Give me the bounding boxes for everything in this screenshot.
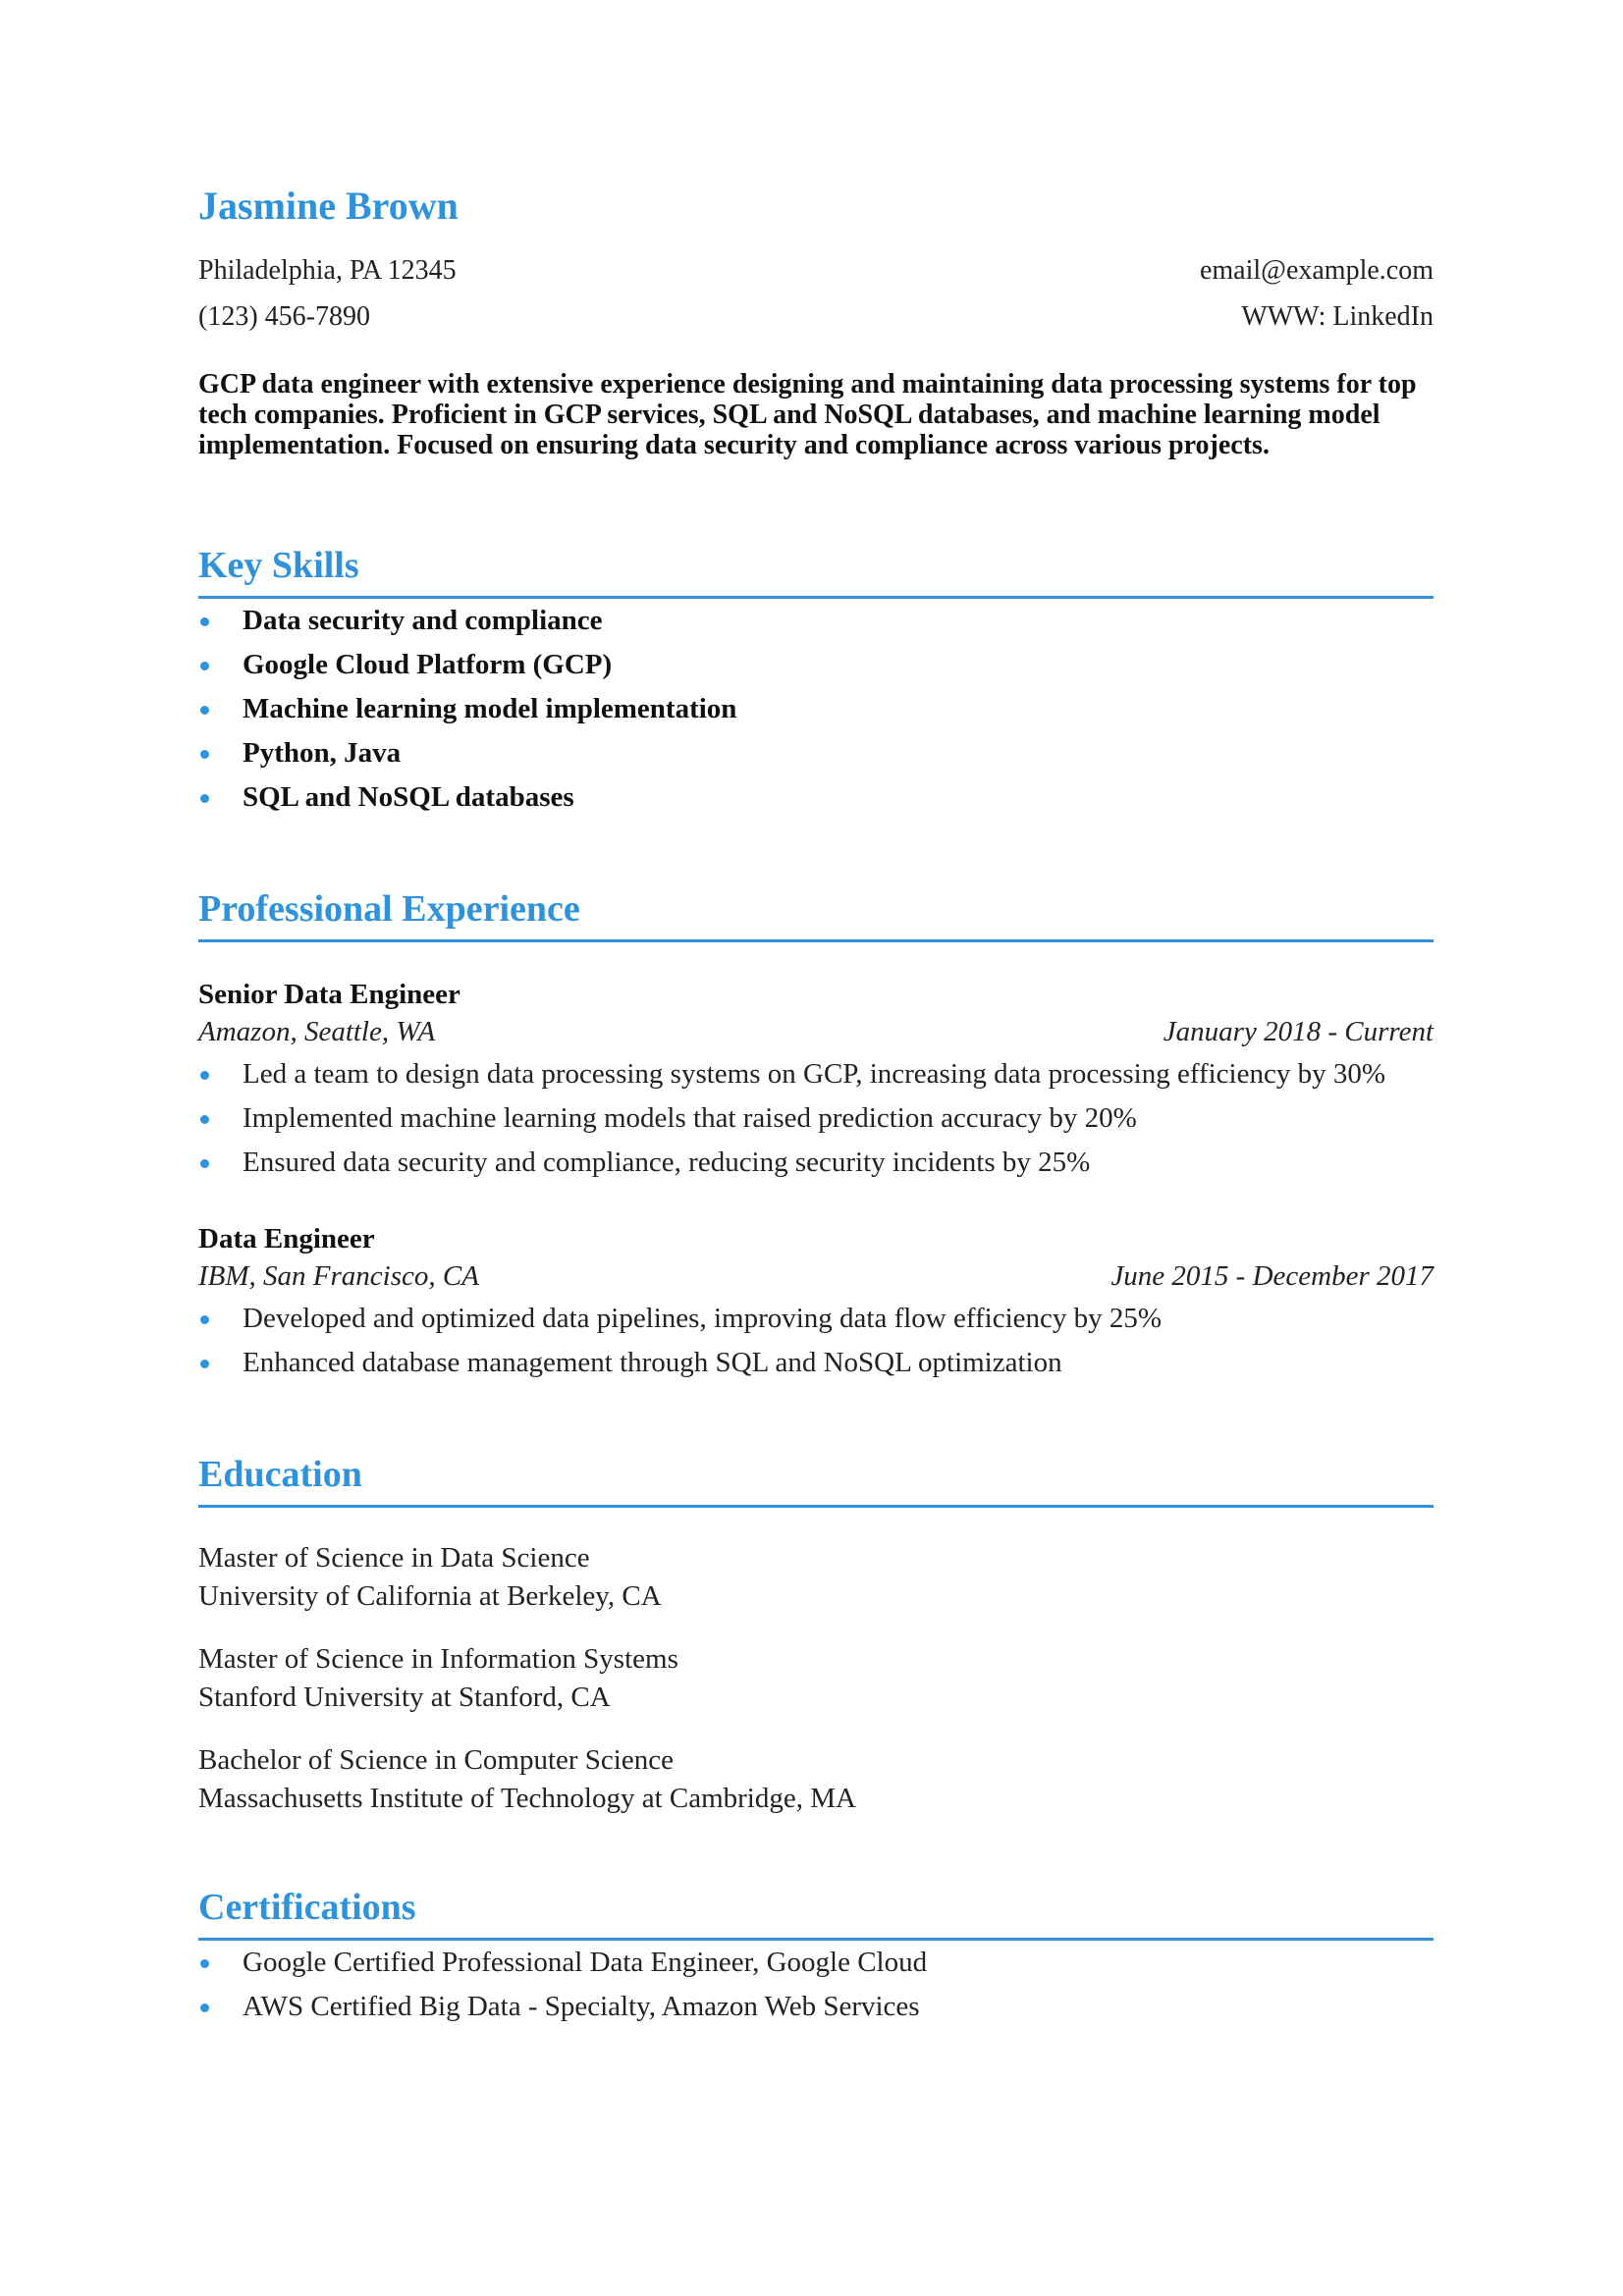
list-item: Google Certified Professional Data Engineer, Google Cloud [198, 1941, 1434, 1985]
list-item: Ensured data security and compliance, reducing security incidents by 25% [198, 1141, 1434, 1185]
list-item: Developed and optimized data pipelines, improving data flow efficiency by 25% [198, 1297, 1434, 1341]
bullet-icon [200, 1159, 209, 1168]
bullet-icon [200, 617, 209, 626]
professional-summary: GCP data engineer with extensive experience designing and maintaining data processing systems for top tech companies. Proficient in GCP services, SQL and NoSQL databases, and machine learning model implementation. Focused on ensuring data security and compliance across various projects. [198, 369, 1417, 460]
bullet-icon [200, 750, 209, 759]
job-company: Amazon, Seattle, WA [198, 1016, 436, 1047]
education-item [198, 1741, 1434, 1818]
degree: Master of Science in Data Science [198, 1542, 590, 1574]
list-item: Implemented machine learning models that raised prediction accuracy by 20% [198, 1096, 1434, 1141]
school: Massachusetts Institute of Technology at Cambridge, MA [198, 1783, 856, 1814]
education-item [198, 1539, 1434, 1616]
bullet-icon [200, 794, 209, 803]
list-item: Python, Java [198, 731, 1434, 775]
contact-row-2 [198, 294, 1434, 340]
bullet-icon [200, 1360, 209, 1368]
degree: Master of Science in Information Systems [198, 1643, 678, 1675]
email: email@example.com [1199, 255, 1434, 286]
experience-section [198, 890, 1434, 1385]
list-item: Led a team to design data processing systems on GCP, increasing data processing efficiency by 30% [198, 1052, 1434, 1096]
location: Philadelphia, PA 12345 [198, 255, 457, 286]
school: Stanford University at Stanford, CA [198, 1682, 611, 1713]
skills-heading: Key Skills [198, 547, 1434, 599]
certifications-heading: Certifications [198, 1889, 1434, 1941]
job-dates: January 2018 - Current [1163, 1016, 1434, 1047]
education-section [198, 1456, 1434, 1818]
bullet-icon [200, 2003, 209, 2012]
job-company: IBM, San Francisco, CA [198, 1260, 479, 1292]
experience-heading: Professional Experience [198, 890, 1434, 942]
bullet-icon [200, 1071, 209, 1080]
certifications-section [198, 1889, 1434, 2029]
bullet-icon [200, 1315, 209, 1324]
job-entry [198, 1220, 1434, 1385]
job-dates: June 2015 - December 2017 [1110, 1260, 1434, 1292]
list-item: AWS Certified Big Data - Specialty, Amazon Web Services [198, 1985, 1434, 2029]
job-bullets [198, 1052, 1434, 1185]
phone: (123) 456-7890 [198, 301, 370, 332]
bullet-icon [200, 1115, 209, 1124]
resume-content [198, 184, 1434, 2029]
job-title: Senior Data Engineer [198, 979, 460, 1010]
list-item: SQL and NoSQL databases [198, 775, 1434, 820]
contact-row-1 [198, 247, 1434, 294]
list-item: Google Cloud Platform (GCP) [198, 643, 1434, 687]
certifications-list [198, 1941, 1434, 2029]
education-heading: Education [198, 1456, 1434, 1508]
job-bullets [198, 1297, 1434, 1385]
skills-list [198, 599, 1434, 820]
list-item: Data security and compliance [198, 599, 1434, 643]
bullet-icon [200, 1959, 209, 1968]
job-title: Data Engineer [198, 1223, 375, 1255]
job-meta [198, 1257, 1434, 1295]
bullet-icon [200, 662, 209, 670]
job-entry [198, 976, 1434, 1185]
list-item: Enhanced database management through SQL and NoSQL optimization [198, 1341, 1434, 1385]
education-list [198, 1539, 1434, 1818]
education-item [198, 1640, 1434, 1717]
resume-header [198, 184, 1434, 340]
job-meta [198, 1013, 1434, 1050]
degree: Bachelor of Science in Computer Science [198, 1744, 674, 1776]
website: WWW: LinkedIn [1241, 301, 1434, 332]
school: University of California at Berkeley, CA [198, 1580, 662, 1612]
list-item: Machine learning model implementation [198, 687, 1434, 731]
skills-section [198, 547, 1434, 820]
candidate-name: Jasmine Brown [198, 184, 459, 228]
bullet-icon [200, 706, 209, 715]
